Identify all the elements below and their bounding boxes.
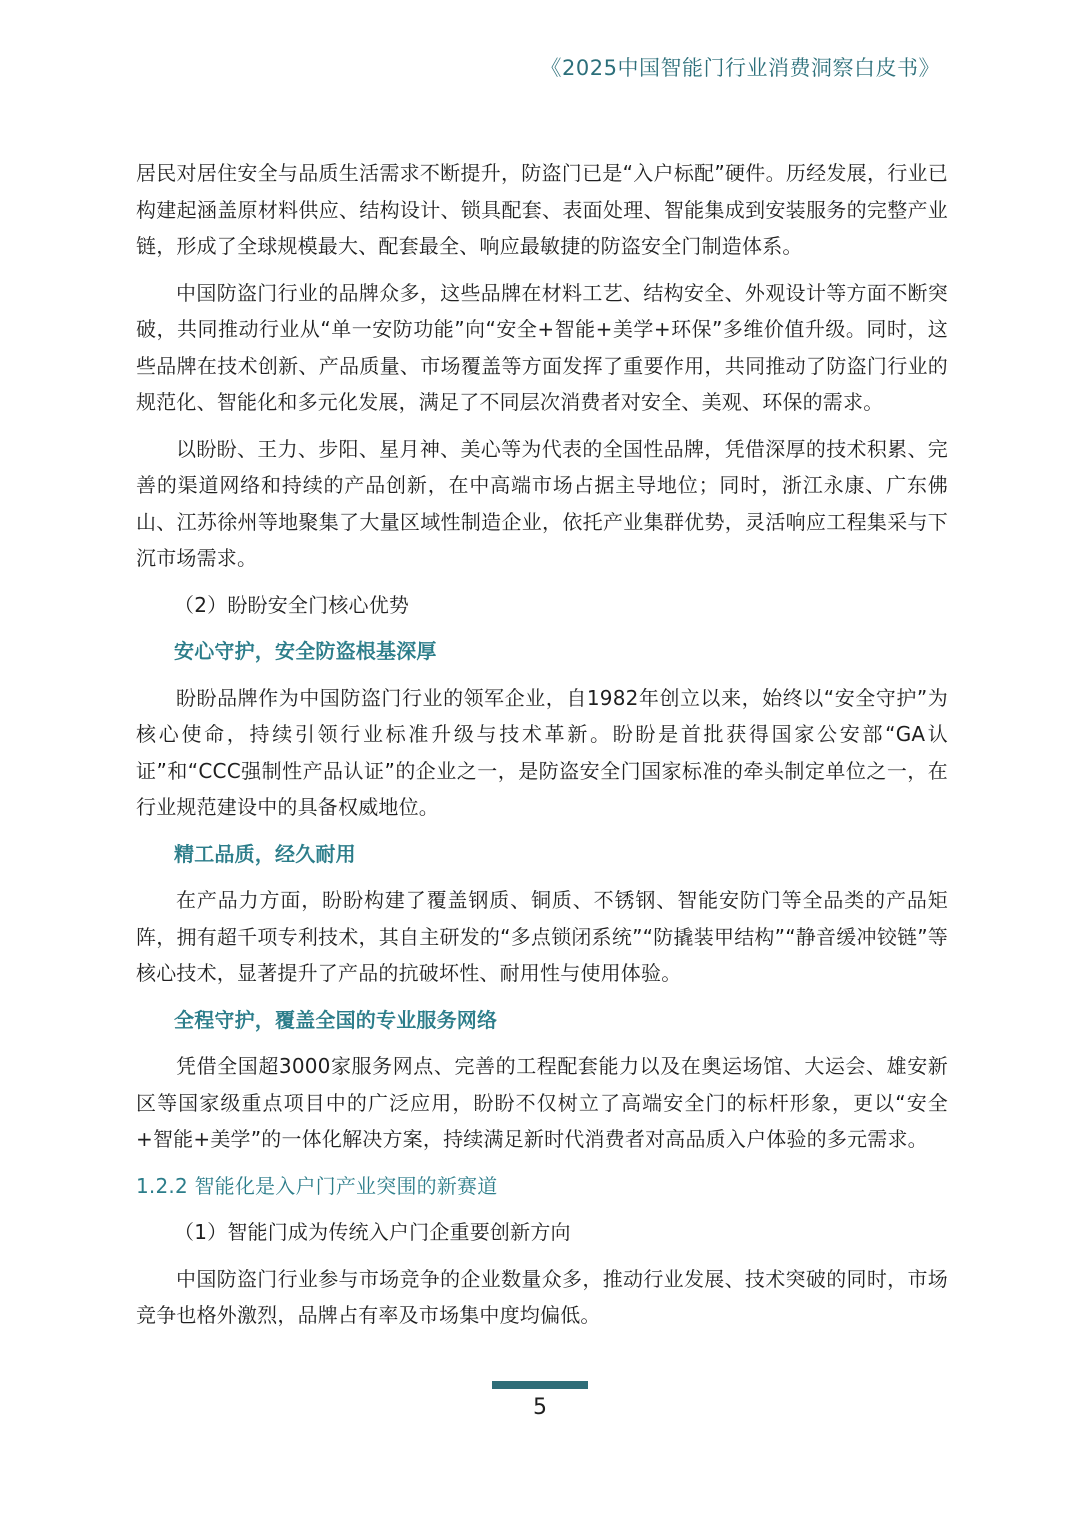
- subheading-panpan-advantages: （2）盼盼安全门核心优势: [174, 592, 410, 617]
- paragraph-national-brands: 以盼盼、王力、步阳、星月神、美心等为代表的全国性品牌，凭借深厚的技术积累、完善的渠道网络和持续的产品创新，在中高端市场占据主导地位；同时，浙江永康、广东佛山、江苏徐州等地聚集了大量区域性制造企业，依托产业集群优势，灵活响应工程集采与下沉市场需求。: [136, 436, 948, 570]
- subheading-smart-door-innovation: （1）智能门成为传统入户门企重要创新方向: [174, 1220, 571, 1244]
- highlight-heading-service: 全程守护，覆盖全国的专业服务网络: [174, 1007, 498, 1032]
- page-number: 5: [533, 1395, 547, 1420]
- paragraph-brands-overview: 中国防盗门行业的品牌众多，这些品牌在材料工艺、结构安全、外观设计等方面不断突破，共同推动行业从“单一安防功能”向“安全+智能+美学+环保”多维价值升级。同时，这些品牌在技术创新、产品质量、市场覆盖等方面发挥了重要作用，共同推动了防盗门行业的规范化、智能化和多元化发展，满足了不同层次消费者对安全、美观、环保的需求。: [136, 280, 948, 414]
- highlight-heading-quality: 精工品质，经久耐用: [174, 841, 356, 866]
- document-header-title: 《2025中国智能门行业消费洞察白皮书》: [540, 56, 940, 80]
- paragraph-service-network: 凭借全国超3000家服务网点、完善的工程配套能力以及在奥运场馆、大运会、雄安新区等国家级重点项目中的广泛应用，盼盼不仅树立了高端安全门的标杆形象，更以“安全+智能+美学”的一体化解决方案，持续满足新时代消费者对高品质入户体验的多元需求。: [136, 1054, 948, 1151]
- paragraph-market-competition: 中国防盗门行业参与市场竞争的企业数量众多，推动行业发展、技术突破的同时，市场竞争也格外激烈，品牌占有率及市场集中度均偏低。: [136, 1266, 948, 1327]
- paragraph-product-matrix: 在产品力方面，盼盼构建了覆盖钢质、铜质、不锈钢、智能安防门等全品类的产品矩阵，拥有超千项专利技术，其自主研发的“多点锁闭系统”“防撬装甲结构”“静音缓冲铰链”等核心技术，显著提升了产品的抗破坏性、耐用性与使用体验。: [136, 888, 948, 985]
- section-heading-1-2-2: 1.2.2 智能化是入户门产业突围的新赛道: [136, 1173, 498, 1198]
- document-body: [136, 155, 948, 1344]
- paragraph-panpan-leadership: 盼盼品牌作为中国防盗门行业的领军企业，自1982年创立以来，始终以“安全守护”为核心使命，持续引领行业标准升级与技术革新。盼盼是首批获得国家公安部“GA认证”和“CCC强制性产品认证”的企业之一，是防盗安全门国家标准的牵头制定单位之一，在行业规范建设中的具备权威地位。: [136, 685, 948, 819]
- highlight-heading-security: 安心守护，安全防盗根基深厚: [174, 639, 437, 663]
- paragraph-industry-chain: 居民对居住安全与品质生活需求不断提升，防盗门已是“入户标配”硬件。历经发展，行业已构建起涵盖原材料供应、结构设计、锁具配套、表面处理、智能集成到安装服务的完整产业链，形成了全球规模最大、配套最全、响应最敏捷的防盗安全门制造体系。: [136, 161, 948, 258]
- footer-accent-bar: [492, 1381, 588, 1389]
